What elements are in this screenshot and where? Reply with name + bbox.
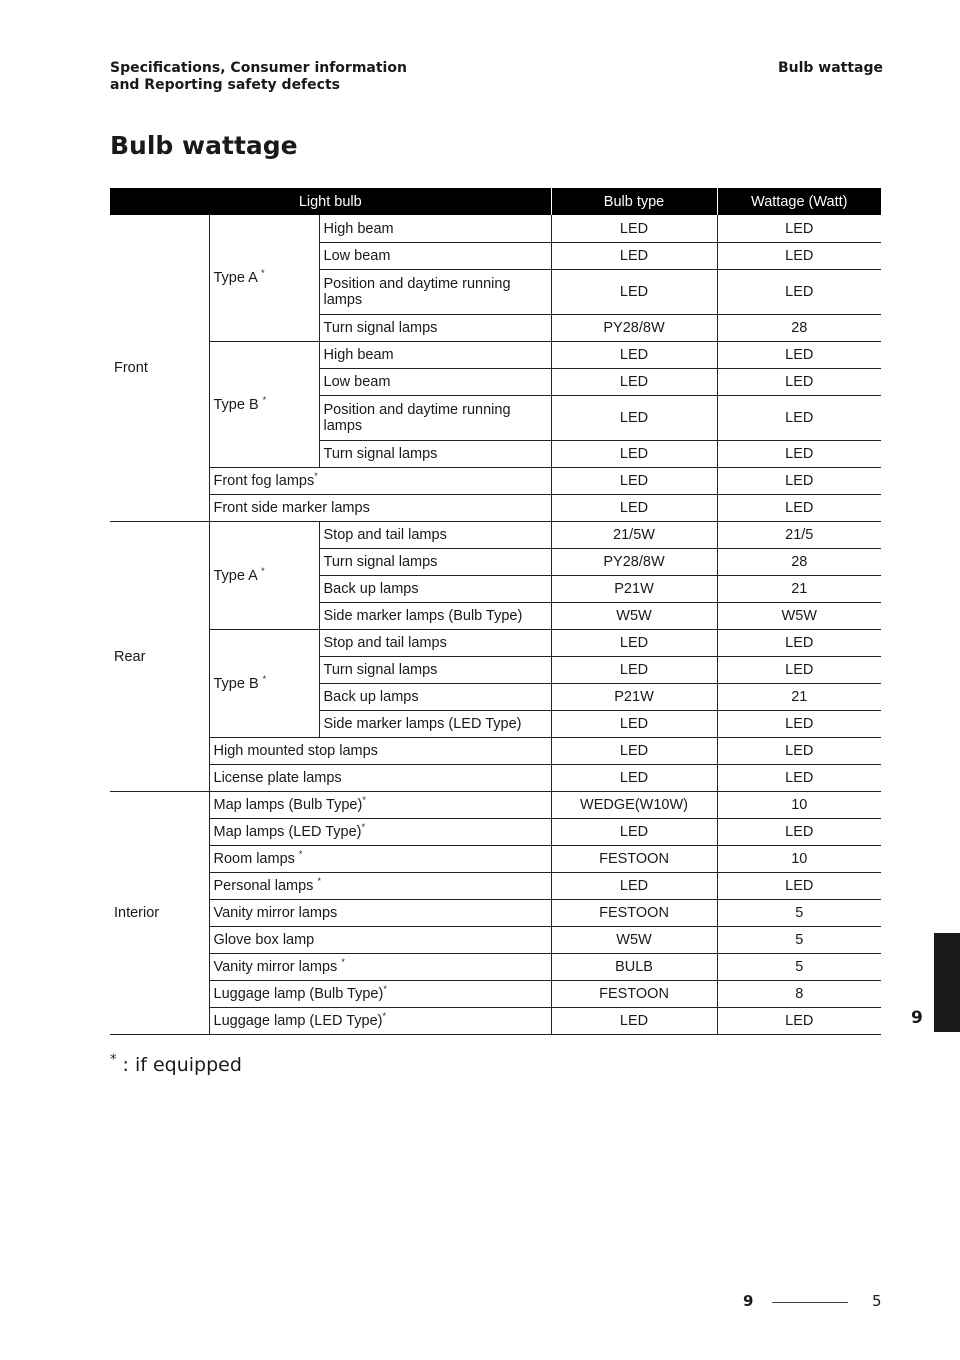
- row-wattage: 21/5: [717, 522, 881, 549]
- row-item: Glove box lamp: [209, 927, 551, 954]
- table-row: [110, 819, 881, 846]
- row-item: Position and daytime running lamps: [319, 396, 551, 441]
- section-title-line1: Specifications, Consumer information: [110, 60, 407, 76]
- row-bulb-type: FESTOON: [551, 900, 717, 927]
- row-item: Front side marker lamps: [209, 495, 551, 522]
- group-front: Front: [110, 215, 209, 522]
- page-number-divider: [772, 1302, 848, 1303]
- row-item: Personal lamps *: [209, 873, 551, 900]
- row-item: Front fog lamps*: [209, 468, 551, 495]
- row-bulb-type: LED: [551, 765, 717, 792]
- table-row: [110, 765, 881, 792]
- header-wattage: Wattage (Watt): [717, 188, 881, 215]
- row-bulb-type: LED: [551, 243, 717, 270]
- row-wattage: LED: [717, 468, 881, 495]
- row-item: Turn signal lamps: [319, 549, 551, 576]
- row-item: High beam: [319, 342, 551, 369]
- table-row: [110, 342, 881, 369]
- row-bulb-type: PY28/8W: [551, 315, 717, 342]
- header-bulb-type: Bulb type: [551, 188, 717, 215]
- page-number-page: 5: [872, 1292, 882, 1310]
- row-bulb-type: WEDGE(W10W): [551, 792, 717, 819]
- row-wattage: 28: [717, 315, 881, 342]
- table-row: [110, 846, 881, 873]
- row-wattage: LED: [717, 270, 881, 315]
- rear-type-b: Type B *: [209, 630, 319, 738]
- header-light-bulb: Light bulb: [110, 188, 551, 215]
- table-row: [110, 215, 881, 243]
- row-wattage: W5W: [717, 603, 881, 630]
- row-item: High beam: [319, 215, 551, 243]
- group-interior: Interior: [110, 792, 209, 1035]
- row-wattage: LED: [717, 441, 881, 468]
- row-wattage: 21: [717, 684, 881, 711]
- row-item: Side marker lamps (Bulb Type): [319, 603, 551, 630]
- table-row: [110, 1008, 881, 1035]
- row-item: Room lamps *: [209, 846, 551, 873]
- table-row: [110, 630, 881, 657]
- row-bulb-type: LED: [551, 441, 717, 468]
- row-wattage: LED: [717, 765, 881, 792]
- section-title-line2: and Reporting safety defects: [110, 77, 340, 93]
- row-item: Luggage lamp (Bulb Type)*: [209, 981, 551, 1008]
- table-row: [110, 738, 881, 765]
- row-item: Low beam: [319, 369, 551, 396]
- row-item: Map lamps (Bulb Type)*: [209, 792, 551, 819]
- row-bulb-type: 21/5W: [551, 522, 717, 549]
- row-bulb-type: BULB: [551, 954, 717, 981]
- row-bulb-type: LED: [551, 468, 717, 495]
- row-bulb-type: LED: [551, 342, 717, 369]
- row-item: Turn signal lamps: [319, 657, 551, 684]
- row-bulb-type: P21W: [551, 576, 717, 603]
- row-bulb-type: LED: [551, 495, 717, 522]
- page-number-chapter: 9: [743, 1292, 754, 1310]
- row-wattage: LED: [717, 215, 881, 243]
- row-wattage: LED: [717, 711, 881, 738]
- row-wattage: 28: [717, 549, 881, 576]
- row-item: Side marker lamps (LED Type): [319, 711, 551, 738]
- table-row: [110, 981, 881, 1008]
- row-bulb-type: LED: [551, 396, 717, 441]
- row-item: Low beam: [319, 243, 551, 270]
- front-type-a: Type A *: [209, 215, 319, 342]
- row-wattage: 5: [717, 927, 881, 954]
- row-wattage: LED: [717, 819, 881, 846]
- row-bulb-type: LED: [551, 819, 717, 846]
- bulb-wattage-table: [110, 188, 881, 1035]
- running-header-section: [110, 60, 407, 94]
- row-bulb-type: LED: [551, 657, 717, 684]
- row-bulb-type: LED: [551, 215, 717, 243]
- row-wattage: LED: [717, 495, 881, 522]
- row-item: Luggage lamp (LED Type)*: [209, 1008, 551, 1035]
- row-bulb-type: LED: [551, 270, 717, 315]
- table-row: [110, 468, 881, 495]
- row-item: Back up lamps: [319, 684, 551, 711]
- row-wattage: LED: [717, 738, 881, 765]
- row-item: Map lamps (LED Type)*: [209, 819, 551, 846]
- row-item: Turn signal lamps: [319, 441, 551, 468]
- row-bulb-type: FESTOON: [551, 981, 717, 1008]
- row-bulb-type: LED: [551, 369, 717, 396]
- row-wattage: LED: [717, 657, 881, 684]
- row-bulb-type: W5W: [551, 927, 717, 954]
- row-wattage: 5: [717, 954, 881, 981]
- running-header-topic: Bulb wattage: [777, 60, 883, 76]
- row-wattage: 10: [717, 846, 881, 873]
- row-item: Turn signal lamps: [319, 315, 551, 342]
- row-wattage: 10: [717, 792, 881, 819]
- footnote-if-equipped: * : if equipped: [110, 1052, 242, 1076]
- group-rear: Rear: [110, 522, 209, 792]
- row-bulb-type: LED: [551, 738, 717, 765]
- row-wattage: LED: [717, 396, 881, 441]
- row-wattage: LED: [717, 243, 881, 270]
- page-title: Bulb wattage: [110, 131, 298, 160]
- row-item: Position and daytime running lamps: [319, 270, 551, 315]
- row-wattage: LED: [717, 342, 881, 369]
- row-item: License plate lamps: [209, 765, 551, 792]
- row-item: High mounted stop lamps: [209, 738, 551, 765]
- chapter-tab-marker: [934, 933, 960, 1032]
- chapter-tab-number: 9: [911, 1008, 923, 1028]
- row-item: Vanity mirror lamps *: [209, 954, 551, 981]
- row-bulb-type: P21W: [551, 684, 717, 711]
- row-wattage: 21: [717, 576, 881, 603]
- row-item: Back up lamps: [319, 576, 551, 603]
- table-row: [110, 522, 881, 549]
- front-type-b: Type B *: [209, 342, 319, 468]
- row-wattage: 5: [717, 900, 881, 927]
- table-row: [110, 954, 881, 981]
- row-wattage: LED: [717, 873, 881, 900]
- table-row: [110, 900, 881, 927]
- row-wattage: LED: [717, 369, 881, 396]
- table-row: [110, 495, 881, 522]
- row-bulb-type: LED: [551, 873, 717, 900]
- row-wattage: LED: [717, 1008, 881, 1035]
- row-bulb-type: FESTOON: [551, 846, 717, 873]
- row-wattage: LED: [717, 630, 881, 657]
- row-wattage: 8: [717, 981, 881, 1008]
- table-row: [110, 927, 881, 954]
- row-bulb-type: PY28/8W: [551, 549, 717, 576]
- row-bulb-type: LED: [551, 711, 717, 738]
- row-bulb-type: W5W: [551, 603, 717, 630]
- row-item: Stop and tail lamps: [319, 630, 551, 657]
- row-item: Stop and tail lamps: [319, 522, 551, 549]
- table-row: [110, 873, 881, 900]
- row-bulb-type: LED: [551, 630, 717, 657]
- table-row: [110, 792, 881, 819]
- row-bulb-type: LED: [551, 1008, 717, 1035]
- row-item: Vanity mirror lamps: [209, 900, 551, 927]
- table-header-row: [110, 188, 881, 215]
- rear-type-a: Type A *: [209, 522, 319, 630]
